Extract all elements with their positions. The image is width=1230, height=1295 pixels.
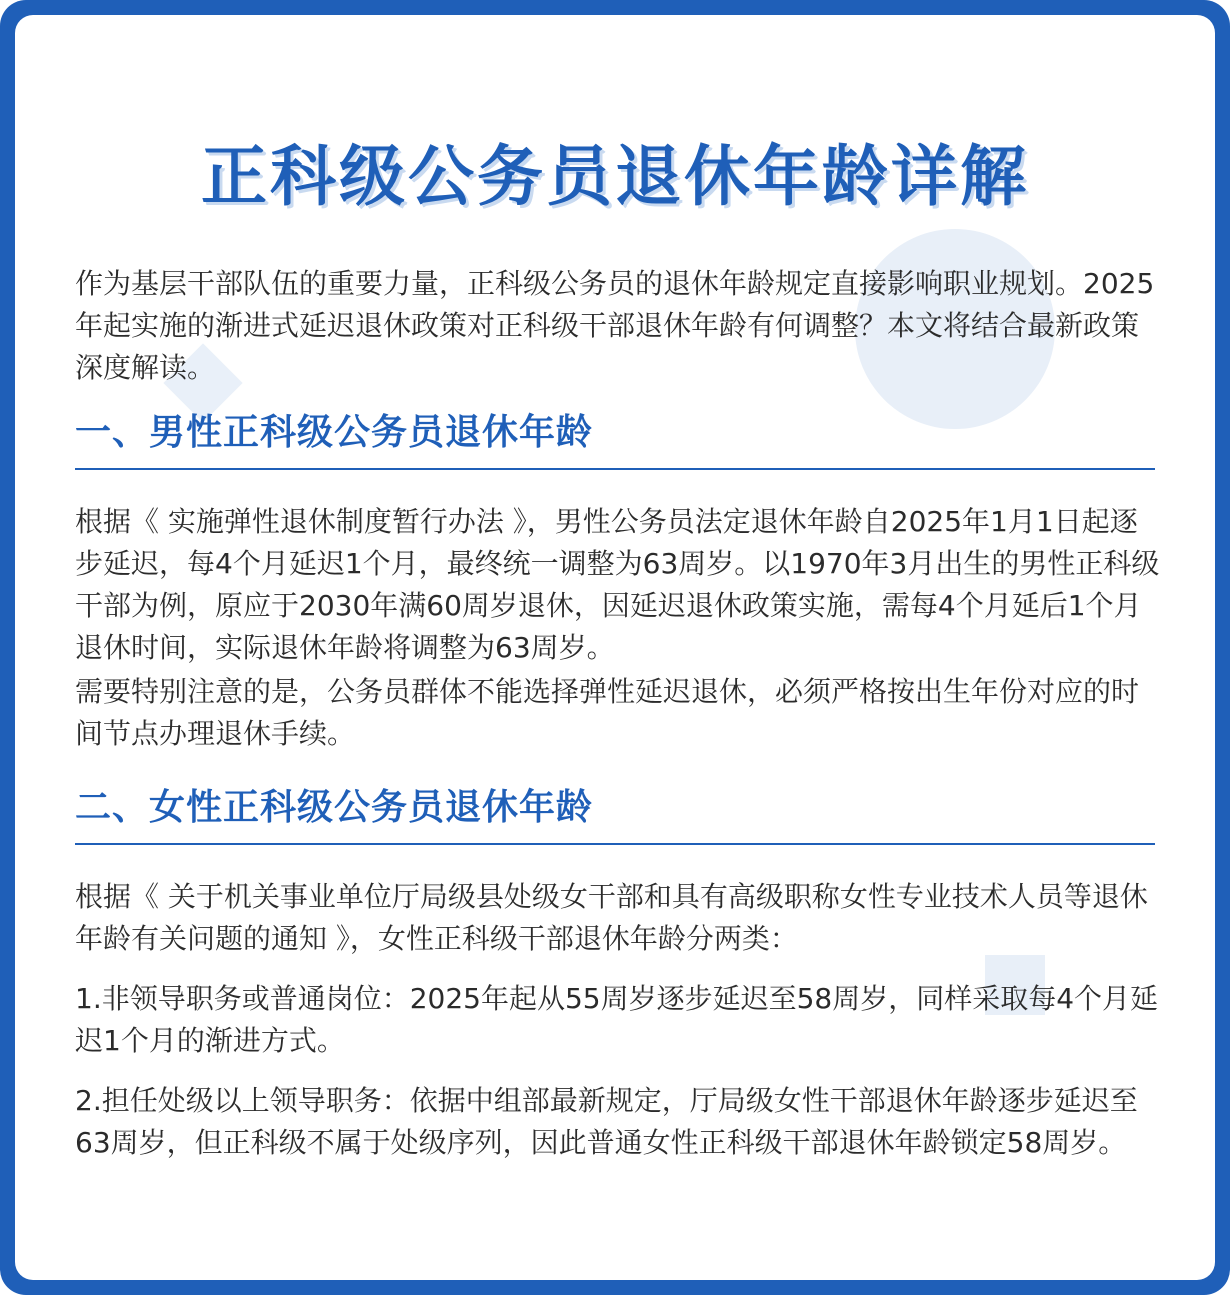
female-paragraph-3: 2.担任处级以上领导职务：依据中组部最新规定，厅局级女性干部退休年龄逐步延迟至63周岁，但正科级不属于处级序列，因此普通女性正科级干部退休年龄锁定58周岁。 bbox=[75, 1084, 1138, 1159]
female-paragraph-1: 根据《 关于机关事业单位厅局级县处级女干部和具有高级职称女性专业技术人员等退休年龄有关问题的通知 》，女性正科级干部退休年龄分两类： bbox=[75, 880, 1148, 955]
page-title: 正科级公务员退休年龄详解 bbox=[201, 138, 1029, 215]
male-paragraph-2: 需要特别注意的是，公务员群体不能选择弹性延迟退休，必须严格按出生年份对应的时间节点办理退休手续。 bbox=[75, 675, 1140, 750]
male-paragraph-1: 根据《 实施弹性退休制度暂行办法 》，男性公务员法定退休年龄自2025年1月1日起逐步延迟，每4个月延迟1个月，最终统一调整为63周岁。以1970年3月出生的男性正科级干部为例，原应于2030年满60周岁退休，因延迟退休政策实施，需每4个月延后1个月退休时间，实际退休年龄将调整为63周岁。 bbox=[75, 505, 1160, 664]
female-paragraph-2: 1.非领导职务或普通岗位：2025年起从55周岁逐步延迟至58周岁，同样采取每4个月延迟1个月的渐进方式。 bbox=[75, 982, 1159, 1057]
section-divider bbox=[75, 468, 1155, 470]
article-card bbox=[15, 15, 1215, 1280]
section-divider bbox=[75, 843, 1155, 845]
section-heading-male: 一、男性正科级公务员退休年龄 bbox=[75, 412, 594, 453]
section-heading-female: 二、女性正科级公务员退休年龄 bbox=[75, 787, 594, 828]
intro-paragraph: 作为基层干部队伍的重要力量，正科级公务员的退休年龄规定直接影响职业规划。2025年起实施的渐进式延迟退休政策对正科级干部退休年龄有何调整？本文将结合最新政策深度解读。 bbox=[75, 267, 1155, 384]
